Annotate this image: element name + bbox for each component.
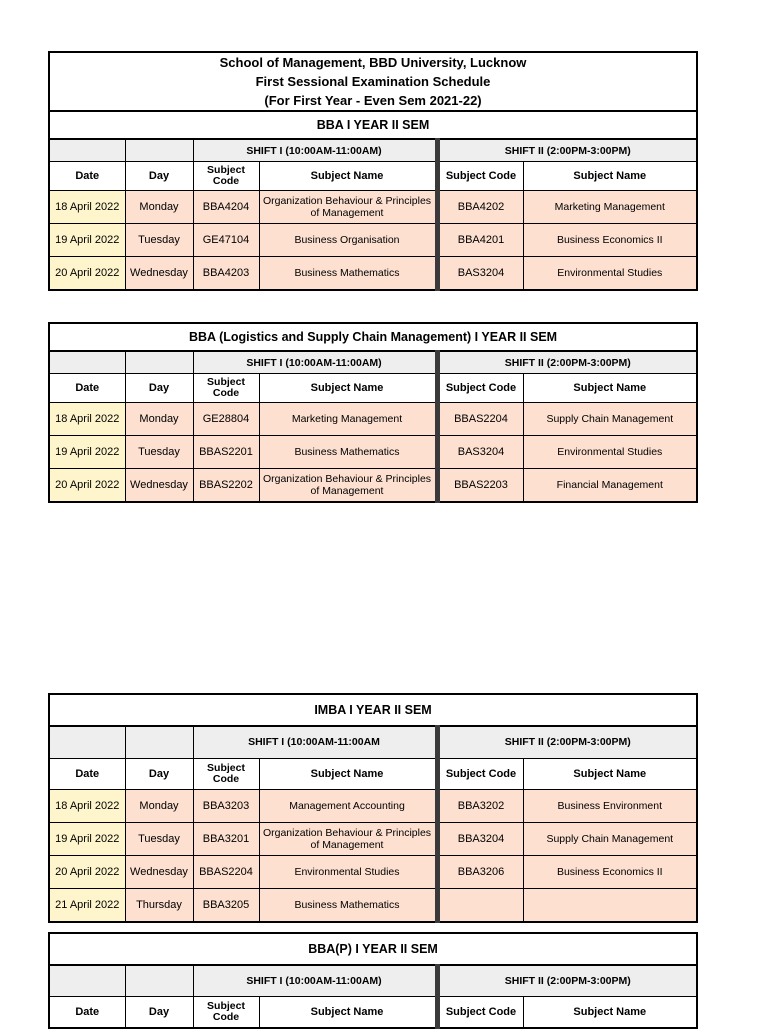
name-cell: Financial Management bbox=[523, 469, 697, 503]
table-row bbox=[49, 469, 697, 503]
date-cell: 18 April 2022 bbox=[49, 191, 125, 224]
exam-title: First Sessional Examination Schedule bbox=[49, 72, 697, 91]
day-header: Day bbox=[125, 997, 193, 1029]
subject-code-header: Subject Code bbox=[437, 374, 523, 403]
date-cell: 18 April 2022 bbox=[49, 403, 125, 436]
code-cell: GE47104 bbox=[193, 224, 259, 257]
blank-cell bbox=[125, 965, 193, 997]
date-cell: 19 April 2022 bbox=[49, 822, 125, 855]
schedule-table bbox=[48, 322, 698, 503]
code-cell: BBA3205 bbox=[193, 888, 259, 922]
name-cell: Business Economics II bbox=[523, 224, 697, 257]
section-imba bbox=[48, 693, 696, 923]
name-cell: Environmental Studies bbox=[259, 855, 437, 888]
section-title: BBA(P) I YEAR II SEM bbox=[49, 933, 697, 965]
date-header: Date bbox=[49, 162, 125, 191]
name-cell: Business Mathematics bbox=[259, 257, 437, 291]
section-bba bbox=[48, 51, 696, 291]
schedule-table bbox=[48, 693, 698, 923]
day-cell: Monday bbox=[125, 191, 193, 224]
day-header: Day bbox=[125, 758, 193, 789]
code-cell: BBAS2204 bbox=[193, 855, 259, 888]
name-cell: Business Organisation bbox=[259, 224, 437, 257]
code-cell: BAS3204 bbox=[437, 257, 523, 291]
schedule-table bbox=[48, 932, 698, 1029]
section-bba-p bbox=[48, 932, 696, 1029]
shift2-header: SHIFT II (2:00PM-3:00PM) bbox=[437, 139, 697, 162]
date-cell: 20 April 2022 bbox=[49, 469, 125, 503]
section-title: IMBA I YEAR II SEM bbox=[49, 694, 697, 726]
name-cell: Marketing Management bbox=[259, 403, 437, 436]
blank-cell bbox=[49, 965, 125, 997]
table-row bbox=[49, 855, 697, 888]
name-cell: Supply Chain Management bbox=[523, 403, 697, 436]
day-cell: Wednesday bbox=[125, 257, 193, 291]
day-header: Day bbox=[125, 374, 193, 403]
blank-cell bbox=[125, 351, 193, 374]
name-cell: Environmental Studies bbox=[523, 436, 697, 469]
subject-code-header: Subject Code bbox=[193, 162, 259, 191]
subject-name-header: Subject Name bbox=[259, 997, 437, 1029]
code-cell: GE28804 bbox=[193, 403, 259, 436]
day-cell: Tuesday bbox=[125, 436, 193, 469]
shift2-header: SHIFT II (2:00PM-3:00PM) bbox=[437, 351, 697, 374]
section-title: BBA (Logistics and Supply Chain Management) I YEAR II SEM bbox=[49, 323, 697, 351]
table-row bbox=[49, 888, 697, 922]
subject-code-header: Subject Code bbox=[193, 758, 259, 789]
name-cell: Business Mathematics bbox=[259, 436, 437, 469]
name-cell bbox=[523, 888, 697, 922]
day-cell: Monday bbox=[125, 403, 193, 436]
day-cell: Monday bbox=[125, 789, 193, 822]
code-cell: BBA3204 bbox=[437, 822, 523, 855]
shift1-header: SHIFT I (10:00AM-11:00AM) bbox=[193, 965, 437, 997]
name-cell: Marketing Management bbox=[523, 191, 697, 224]
day-cell: Wednesday bbox=[125, 855, 193, 888]
date-cell: 21 April 2022 bbox=[49, 888, 125, 922]
name-cell: Organization Behaviour & Principles of Management bbox=[259, 469, 437, 503]
day-cell: Tuesday bbox=[125, 822, 193, 855]
name-cell: Organization Behaviour & Principles of Management bbox=[259, 822, 437, 855]
name-cell: Management Accounting bbox=[259, 789, 437, 822]
shift1-header: SHIFT I (10:00AM-11:00AM) bbox=[193, 351, 437, 374]
table-row bbox=[49, 789, 697, 822]
day-cell: Wednesday bbox=[125, 469, 193, 503]
code-cell: BBA3201 bbox=[193, 822, 259, 855]
section-bba-lscm bbox=[48, 322, 696, 503]
code-cell: BBA4203 bbox=[193, 257, 259, 291]
subject-name-header: Subject Name bbox=[523, 374, 697, 403]
code-cell: BAS3204 bbox=[437, 436, 523, 469]
name-cell: Environmental Studies bbox=[523, 257, 697, 291]
section-title: BBA I YEAR II SEM bbox=[49, 111, 697, 139]
table-row bbox=[49, 436, 697, 469]
subject-name-header: Subject Name bbox=[259, 162, 437, 191]
day-cell: Thursday bbox=[125, 888, 193, 922]
code-cell: BBA3206 bbox=[437, 855, 523, 888]
date-cell: 19 April 2022 bbox=[49, 224, 125, 257]
shift1-header: SHIFT I (10:00AM-11:00AM bbox=[193, 726, 437, 758]
day-cell: Tuesday bbox=[125, 224, 193, 257]
date-cell: 20 April 2022 bbox=[49, 257, 125, 291]
name-cell: Organization Behaviour & Principles of Management bbox=[259, 191, 437, 224]
code-cell: BBA3202 bbox=[437, 789, 523, 822]
day-header: Day bbox=[125, 162, 193, 191]
date-cell: 20 April 2022 bbox=[49, 855, 125, 888]
blank-cell bbox=[49, 726, 125, 758]
date-cell: 18 April 2022 bbox=[49, 789, 125, 822]
code-cell: BBA4204 bbox=[193, 191, 259, 224]
subject-code-header: Subject Code bbox=[437, 758, 523, 789]
blank-cell bbox=[125, 139, 193, 162]
blank-cell bbox=[49, 351, 125, 374]
subject-code-header: Subject Code bbox=[193, 997, 259, 1029]
code-cell: BBAS2204 bbox=[437, 403, 523, 436]
subject-name-header: Subject Name bbox=[523, 758, 697, 789]
table-row bbox=[49, 822, 697, 855]
table-row bbox=[49, 257, 697, 291]
code-cell: BBAS2202 bbox=[193, 469, 259, 503]
subject-code-header: Subject Code bbox=[437, 997, 523, 1029]
code-cell: BBA3203 bbox=[193, 789, 259, 822]
code-cell: BBAS2201 bbox=[193, 436, 259, 469]
schedule-table bbox=[48, 51, 698, 291]
blank-cell bbox=[125, 726, 193, 758]
code-cell bbox=[437, 888, 523, 922]
shift2-header: SHIFT II (2:00PM-3:00PM) bbox=[437, 726, 697, 758]
table-row bbox=[49, 191, 697, 224]
name-cell: Business Mathematics bbox=[259, 888, 437, 922]
name-cell: Supply Chain Management bbox=[523, 822, 697, 855]
shift2-header: SHIFT II (2:00PM-3:00PM) bbox=[437, 965, 697, 997]
date-header: Date bbox=[49, 997, 125, 1029]
subject-name-header: Subject Name bbox=[259, 374, 437, 403]
subject-name-header: Subject Name bbox=[523, 162, 697, 191]
code-cell: BBAS2203 bbox=[437, 469, 523, 503]
date-header: Date bbox=[49, 758, 125, 789]
name-cell: Business Economics II bbox=[523, 855, 697, 888]
blank-cell bbox=[49, 139, 125, 162]
date-cell: 19 April 2022 bbox=[49, 436, 125, 469]
date-header: Date bbox=[49, 374, 125, 403]
code-cell: BBA4202 bbox=[437, 191, 523, 224]
exam-subtitle: (For First Year - Even Sem 2021-22) bbox=[49, 91, 697, 111]
subject-code-header: Subject Code bbox=[437, 162, 523, 191]
university-title: School of Management, BBD University, Lucknow bbox=[49, 52, 697, 72]
table-row bbox=[49, 403, 697, 436]
code-cell: BBA4201 bbox=[437, 224, 523, 257]
subject-code-header: Subject Code bbox=[193, 374, 259, 403]
table-row bbox=[49, 224, 697, 257]
subject-name-header: Subject Name bbox=[523, 997, 697, 1029]
subject-name-header: Subject Name bbox=[259, 758, 437, 789]
name-cell: Business Environment bbox=[523, 789, 697, 822]
shift1-header: SHIFT I (10:00AM-11:00AM) bbox=[193, 139, 437, 162]
